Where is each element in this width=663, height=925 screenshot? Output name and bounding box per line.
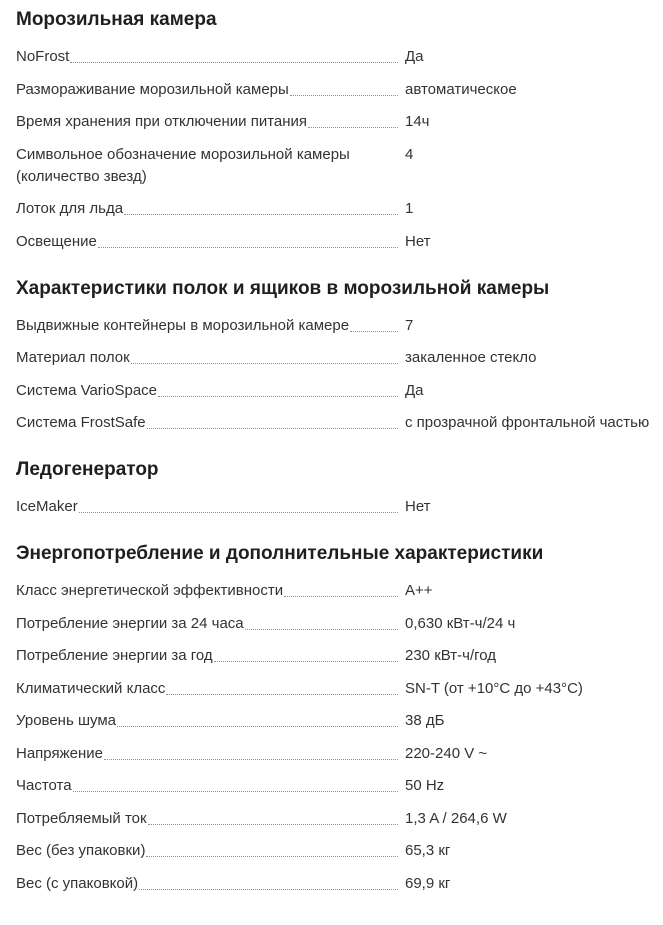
dot-leader <box>166 678 398 695</box>
dot-leader <box>158 380 398 397</box>
spec-value: 50 Hz <box>405 777 445 794</box>
section-title: Ледогенератор <box>16 459 159 480</box>
spec-label: Размораживание морозильной камеры <box>16 80 289 98</box>
spec-label: Частота <box>16 777 72 794</box>
spec-row <box>16 580 663 602</box>
spec-value: автоматическое <box>405 80 517 98</box>
spec-row <box>16 645 663 667</box>
spec-label: IceMaker <box>16 498 78 515</box>
dot-leader <box>284 580 398 597</box>
spec-value: 0,630 кВт-ч/24 ч <box>405 614 516 632</box>
spec-value: A++ <box>405 582 433 599</box>
spec-row <box>16 380 663 402</box>
section-title: Энергопотребление и дополнительные характеристики <box>16 543 544 564</box>
spec-row <box>16 231 663 253</box>
spec-row <box>16 840 663 862</box>
spec-rows <box>16 315 663 435</box>
spec-label: Потребление энергии за год <box>16 647 213 664</box>
spec-row <box>16 873 663 895</box>
section-title: Характеристики полок и ящиков в морозильной камеры <box>16 277 550 299</box>
spec-row <box>16 144 663 188</box>
dot-leader <box>124 198 398 215</box>
spec-label: Время хранения при отключении питания <box>16 113 308 130</box>
spec-label: Система VarioSpace <box>16 381 158 399</box>
spec-value: 38 дБ <box>405 712 445 729</box>
spec-value: 230 кВт-ч/год <box>405 647 497 664</box>
spec-label: Система FrostSafe <box>16 414 146 431</box>
spec-value: 65,3 кг <box>405 842 451 859</box>
spec-row <box>16 347 663 369</box>
spec-row <box>16 412 663 434</box>
dot-leader <box>214 645 398 662</box>
spec-value: Да <box>405 381 424 399</box>
product-spec-list <box>16 8 663 895</box>
spec-row <box>16 315 663 337</box>
dot-leader <box>131 347 398 364</box>
spec-label: Материал полок <box>16 349 130 366</box>
spec-row <box>16 743 663 765</box>
dot-leader <box>350 315 398 332</box>
spec-row <box>16 79 663 101</box>
spec-value: 220-240 V ~ <box>405 744 488 762</box>
spec-value: Нет <box>405 498 431 515</box>
spec-label: Климатический класс <box>16 679 166 697</box>
spec-row <box>16 46 663 68</box>
spec-rows <box>16 496 663 518</box>
spec-label: Лоток для льда <box>16 200 124 217</box>
spec-value: 4 <box>405 145 414 163</box>
spec-label: Выдвижные контейнеры в морозильной камере <box>16 316 350 334</box>
dot-leader <box>104 743 398 760</box>
spec-label: Уровень шума <box>16 712 116 729</box>
spec-value: Да <box>405 48 424 65</box>
spec-value: SN-T (от +10°C до +43°C) <box>405 679 583 697</box>
spec-rows <box>16 580 663 895</box>
spec-section <box>16 277 663 435</box>
spec-row <box>16 198 663 220</box>
dot-leader <box>147 412 398 429</box>
spec-value: с прозрачной фронтальной частью <box>405 414 650 431</box>
spec-section <box>16 542 663 895</box>
spec-label: Напряжение <box>16 744 103 762</box>
spec-section <box>16 8 663 253</box>
spec-label: Освещение <box>16 232 97 250</box>
spec-value: 1 <box>405 200 414 217</box>
dot-leader <box>139 873 398 890</box>
spec-row <box>16 111 663 133</box>
spec-value: 14ч <box>405 113 430 130</box>
spec-label: Потребляемый ток <box>16 809 147 827</box>
spec-value: 69,9 кг <box>405 874 451 892</box>
dot-leader <box>148 808 398 825</box>
spec-row <box>16 496 663 518</box>
dot-leader <box>146 840 398 857</box>
spec-label: NoFrost <box>16 48 70 65</box>
spec-value: закаленное стекло <box>405 349 537 366</box>
dot-leader <box>70 46 398 63</box>
spec-label: Класс энергетической эффективности <box>16 582 284 599</box>
spec-value: 7 <box>405 316 414 334</box>
spec-label: Символьное обозначение морозильной камеры (количество звезд) <box>16 145 350 185</box>
spec-row <box>16 613 663 635</box>
section-title: Морозильная камера <box>16 9 217 30</box>
dot-leader <box>79 496 398 513</box>
dot-leader <box>73 775 398 792</box>
spec-value: 1,3 A / 264,6 W <box>405 809 507 827</box>
dot-leader <box>308 111 398 128</box>
spec-row <box>16 775 663 797</box>
dot-leader <box>98 231 398 248</box>
spec-value: Нет <box>405 232 431 250</box>
dot-leader <box>245 613 398 630</box>
spec-row <box>16 710 663 732</box>
spec-label: Вес (с упаковкой) <box>16 874 139 892</box>
spec-section <box>16 458 663 518</box>
dot-leader <box>117 710 398 727</box>
spec-rows <box>16 46 663 253</box>
spec-label: Потребление энергии за 24 часа <box>16 614 244 632</box>
spec-label: Вес (без упаковки) <box>16 842 146 859</box>
spec-row <box>16 808 663 830</box>
dot-leader <box>290 79 398 96</box>
spec-row <box>16 678 663 700</box>
